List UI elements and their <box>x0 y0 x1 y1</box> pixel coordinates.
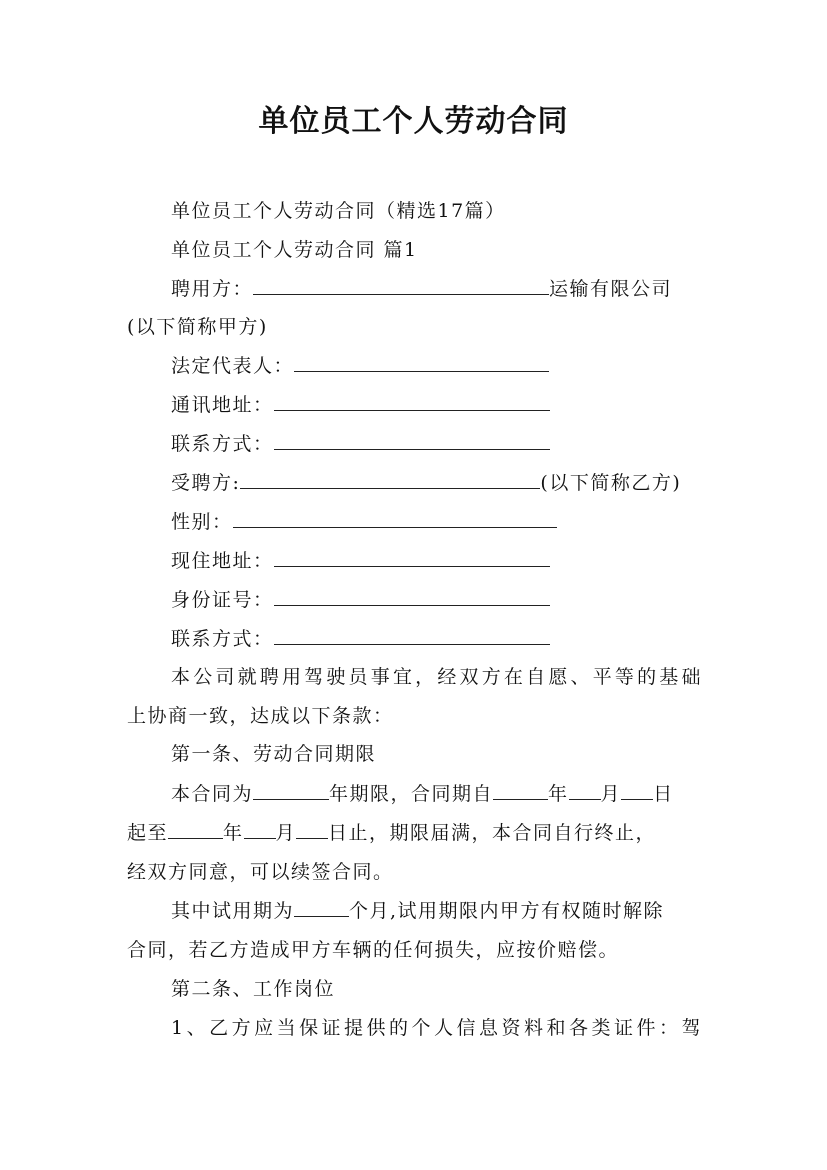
employer-note: (以下简称甲方) <box>127 316 268 338</box>
contact-label-2: 联系方式： <box>171 628 274 650</box>
intro-line-1: 本公司就聘用驾驶员事宜，经双方在自愿、平等的基础 <box>171 666 702 688</box>
term2-text-c: 月 <box>275 822 297 844</box>
term-text-c: 年 <box>548 783 569 805</box>
term-line-3: 经双方同意，可以续签合同。 <box>127 861 394 883</box>
intro-line-2: 上协商一致，达成以下条款： <box>127 705 394 727</box>
employee-suffix: (以下简称乙方) <box>540 472 682 494</box>
article2-item1: 1、乙方应当保证提供的个人信息资料和各类证件：驾 <box>171 1017 702 1039</box>
section-heading: 单位员工个人劳动合同 篇1 <box>171 239 418 261</box>
employee-blank <box>240 470 540 489</box>
term-text-d: 月 <box>600 783 622 805</box>
contact-line <box>171 431 702 457</box>
term-text-e: 日 <box>653 783 674 805</box>
address-blank <box>274 392 550 411</box>
start-year-blank <box>493 781 548 800</box>
probation-line-1 <box>171 898 702 924</box>
employer-blank <box>253 276 549 295</box>
contact-blank <box>274 431 550 450</box>
address-line <box>171 392 702 418</box>
gender-line <box>171 509 702 535</box>
probation-text-a: 其中试用期为 <box>171 900 295 922</box>
document-title: 单位员工个人劳动合同 <box>258 104 569 139</box>
legal-rep-line <box>171 353 702 379</box>
probation-months-blank <box>294 898 349 917</box>
employee-line <box>171 470 702 496</box>
employer-label: 聘用方： <box>171 278 254 300</box>
residence-label: 现住地址： <box>171 550 274 572</box>
legal-rep-label: 法定代表人： <box>171 355 295 377</box>
employee-label: 受聘方: <box>171 472 241 494</box>
id-line <box>171 587 702 613</box>
term-line-2 <box>127 820 702 846</box>
term2-text-b: 年 <box>223 822 244 844</box>
contact-line-2 <box>171 626 702 652</box>
residence-line <box>171 548 702 574</box>
gender-label: 性别： <box>171 511 233 533</box>
end-month-blank <box>244 820 276 839</box>
term-text-a: 本合同为 <box>171 783 254 805</box>
contact-blank-2 <box>274 626 550 645</box>
contact-label: 联系方式： <box>171 433 274 455</box>
id-label: 身份证号： <box>171 589 274 611</box>
years-blank <box>253 781 329 800</box>
article2-title: 第二条、工作岗位 <box>171 978 336 1000</box>
term-text-b: 年期限，合同期自 <box>329 783 494 805</box>
start-month-blank <box>569 781 601 800</box>
term2-text-d: 日止，期限届满，本合同自行终止， <box>328 822 657 844</box>
end-day-blank <box>296 820 328 839</box>
subtitle: 单位员工个人劳动合同（精选17篇） <box>171 200 506 222</box>
address-label: 通讯地址： <box>171 394 274 416</box>
residence-blank <box>274 548 550 567</box>
gender-blank <box>233 509 557 528</box>
probation-line-2: 合同，若乙方造成甲方车辆的任何损失，应按价赔偿。 <box>127 939 620 961</box>
id-blank <box>274 587 550 606</box>
article1-title: 第一条、劳动合同期限 <box>171 743 377 765</box>
term2-text-a: 起至 <box>127 822 169 844</box>
end-year-blank <box>168 820 223 839</box>
start-day-blank <box>621 781 653 800</box>
probation-text-b: 个月,试用期限内甲方有权随时解除 <box>349 900 665 922</box>
legal-rep-blank <box>294 353 549 372</box>
term-line-1 <box>171 781 702 807</box>
employer-suffix: 运输有限公司 <box>549 278 673 300</box>
employer-line <box>171 276 702 302</box>
